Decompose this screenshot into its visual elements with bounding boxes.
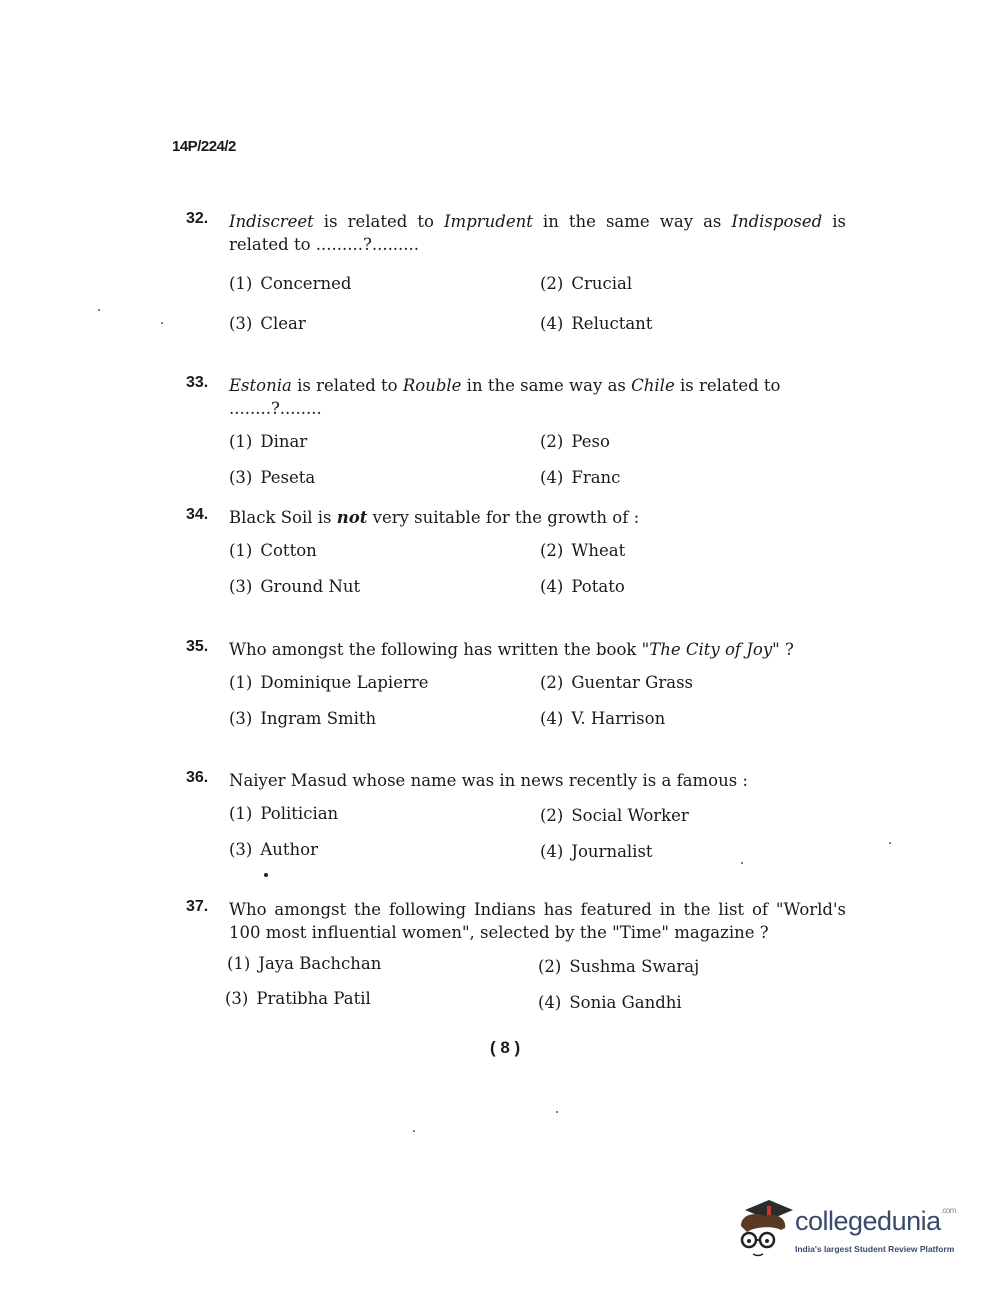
question-34 <box>186 506 846 596</box>
question-37 <box>186 898 846 1012</box>
option-4[interactable]: (4) Journalist <box>540 842 653 861</box>
question-text: Indiscreet is related to Imprudent in the same way as Indisposed is related to .........?......... <box>229 212 847 254</box>
page-code: 14P/224/2 <box>172 138 236 155</box>
option-4[interactable]: (4) V. Harrison <box>540 709 666 728</box>
question-number: 32. <box>186 210 209 227</box>
mascot-icon <box>735 1196 795 1260</box>
option-1[interactable]: (1) Cotton <box>229 541 317 560</box>
option-3[interactable]: (3) Clear <box>229 314 306 333</box>
option-2[interactable]: (2) Sushma Swaraj <box>538 957 700 976</box>
scan-speck <box>413 1130 415 1132</box>
question-36 <box>186 769 846 861</box>
question-text: Naiyer Masud whose name was in news recently is a famous : <box>229 771 748 790</box>
option-2[interactable]: (2) Crucial <box>540 274 633 293</box>
option-1[interactable]: (1) Dinar <box>229 432 308 451</box>
option-3[interactable]: (3) Author <box>229 840 318 859</box>
watermark-brand: collegedunia$^{.com}$ <box>795 1206 956 1236</box>
scan-speck <box>556 1111 558 1113</box>
question-text: Estonia is related to Rouble in the same way as Chile is related to ........?........ <box>229 376 781 418</box>
question-text: Black Soil is not very suitable for the growth of : <box>229 508 640 527</box>
option-1[interactable]: (1) Concerned <box>229 274 352 293</box>
question-number: 34. <box>186 506 209 523</box>
option-3[interactable]: (3) Ingram Smith <box>229 709 377 728</box>
scan-speck <box>98 309 100 311</box>
watermark-tagline: India's largest Student Review Platform <box>795 1244 955 1254</box>
question-number: 33. <box>186 374 209 391</box>
scan-speck <box>741 862 743 864</box>
option-2[interactable]: (2) Guentar Grass <box>540 673 694 692</box>
question-32 <box>186 210 847 333</box>
watermark-logo <box>735 1196 965 1260</box>
scan-speck <box>161 322 163 324</box>
question-number: 37. <box>186 898 209 915</box>
option-4[interactable]: (4) Franc <box>540 468 621 487</box>
option-1[interactable]: (1) Jaya Bachchan <box>227 954 382 973</box>
option-1[interactable]: (1) Dominique Lapierre <box>229 673 429 692</box>
question-33 <box>186 374 846 487</box>
scan-speck <box>264 873 268 877</box>
question-35 <box>186 638 846 728</box>
scan-speck <box>889 842 891 844</box>
question-number: 36. <box>186 769 209 786</box>
option-3[interactable]: (3) Pratibha Patil <box>225 989 371 1008</box>
option-3[interactable]: (3) Peseta <box>229 468 316 487</box>
option-3[interactable]: (3) Ground Nut <box>229 577 361 596</box>
question-text: Who amongst the following has written the book "The City of Joy" ? <box>229 640 794 659</box>
question-text: Who amongst the following Indians has featured in the list of "World's 100 most influential women", selected by the "Time" magazine ? <box>229 900 846 942</box>
page-number: ( 8 ) <box>490 1038 521 1057</box>
question-number: 35. <box>186 638 209 655</box>
option-1[interactable]: (1) Politician <box>229 804 339 823</box>
option-4[interactable]: (4) Potato <box>540 577 625 596</box>
option-2[interactable]: (2) Peso <box>540 432 610 451</box>
option-4[interactable]: (4) Reluctant <box>540 314 653 333</box>
option-2[interactable]: (2) Wheat <box>540 541 626 560</box>
option-4[interactable]: (4) Sonia Gandhi <box>538 993 682 1012</box>
option-2[interactable]: (2) Social Worker <box>540 806 689 825</box>
